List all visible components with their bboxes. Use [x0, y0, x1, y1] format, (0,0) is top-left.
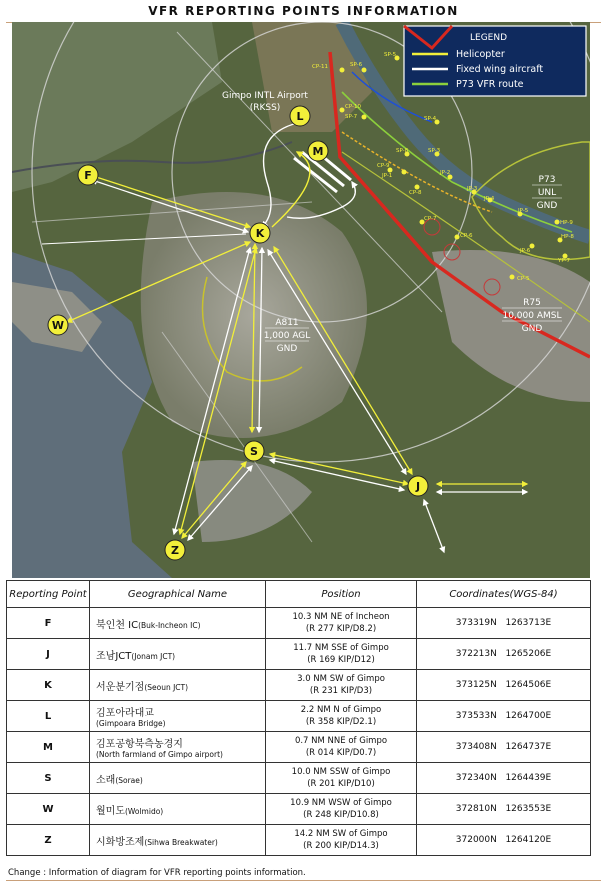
cell-coordinates — [417, 639, 591, 670]
reporting-point-s[interactable] — [244, 441, 264, 461]
r75-lower: GND — [521, 324, 543, 334]
cell-position — [266, 639, 417, 670]
position-line-1: 0.7 NM NNE of Gimpo — [294, 736, 388, 746]
waypoint-cp10 — [340, 108, 345, 113]
latitude: 372810N — [455, 804, 497, 814]
table-row — [7, 639, 591, 670]
cell-position — [266, 794, 417, 825]
cell-coordinates — [417, 670, 591, 701]
header-geographical-name: Geographical Name — [90, 581, 266, 608]
waypoint-cp6 — [455, 235, 460, 240]
cell-point: W — [7, 794, 90, 825]
waypoint-cp11 — [340, 68, 345, 73]
route-label-jp4: JP-4 — [484, 196, 495, 202]
latitude: 372213N — [455, 649, 497, 659]
cell-coordinates — [417, 825, 591, 856]
route-label-cp10: CP-10 — [345, 104, 362, 110]
latitude: 373533N — [455, 711, 497, 721]
a811-name: A811 — [275, 318, 299, 328]
longitude: 1264439E — [505, 773, 552, 783]
geo-name: 조남JCT — [96, 650, 132, 662]
geo-name: 월미도 — [96, 805, 125, 817]
geo-name: 시화방조제 — [96, 836, 145, 848]
cell-coordinates — [417, 701, 591, 732]
position-line-2: (R 358 KIP/D2.1) — [305, 717, 377, 727]
cell-point: M — [7, 732, 90, 763]
geo-name-en: (Seoun JCT) — [144, 682, 189, 692]
position-line-2: (R 200 KIP/D14.3) — [303, 841, 379, 851]
header-position: Position — [266, 581, 417, 608]
position-line-1: 10.9 NM WSW of Gimpo — [290, 798, 392, 808]
a811-upper: 1,000 AGL — [263, 331, 311, 341]
legend-title: LEGEND — [470, 33, 508, 43]
vfr-map — [12, 22, 590, 578]
geo-name: 김포공항북측농경지 — [96, 739, 183, 750]
title-bar — [6, 2, 601, 23]
cell-coordinates — [417, 794, 591, 825]
waypoint-sp6 — [362, 68, 367, 73]
longitude: 1264700E — [505, 711, 552, 721]
waypoint-cp5 — [510, 275, 515, 280]
position-line-1: 3.0 NM SW of Gimpo — [297, 674, 385, 684]
geo-name-en: (North farmland of Gimpo airport) — [96, 750, 223, 759]
legend-label-p73: P73 VFR route — [456, 79, 524, 90]
cell-geo — [90, 732, 266, 763]
position-line-1: 10.0 NM SSW of Gimpo — [291, 767, 391, 777]
position-line-1: 14.2 NM SW of Gimpo — [294, 829, 388, 839]
route-label-yp7: YP-7 — [558, 258, 571, 264]
cell-position — [266, 763, 417, 794]
waypoint-cp8 — [415, 185, 420, 190]
cell-geo — [90, 608, 266, 639]
geo-name: 서운분기점 — [96, 681, 145, 693]
p73-name: P73 — [538, 175, 556, 185]
geo-name-en: (Gimpoara Bridge) — [96, 719, 166, 728]
point-m-label: M — [312, 145, 324, 158]
position-line-1: 2.2 NM N of Gimpo — [300, 705, 382, 715]
route-label-sp8: SP-8 — [396, 148, 409, 154]
position-line-2: (R 169 KIP/D12) — [307, 655, 375, 665]
route-label-jp2: JP-2 — [440, 170, 451, 176]
route-label-cp9: CP-9 — [377, 163, 390, 169]
map-svg — [12, 22, 590, 578]
route-label-jp5: JP-5 — [518, 208, 529, 214]
table-row — [7, 670, 591, 701]
cell-geo — [90, 825, 266, 856]
reporting-point-z[interactable] — [165, 540, 185, 560]
cell-point: L — [7, 701, 90, 732]
cell-geo — [90, 670, 266, 701]
position-line-2: (R 201 KIP/D10) — [307, 779, 375, 789]
position-line-1: 11.7 NM SSE of Gimpo — [293, 643, 389, 653]
longitude: 1264737E — [505, 742, 552, 752]
point-z-label: Z — [171, 544, 179, 557]
table-row — [7, 763, 591, 794]
route-label-sp3: SP-3 — [428, 148, 441, 154]
route-label-cp6: CP-6 — [460, 233, 473, 239]
latitude: 373319N — [455, 618, 497, 628]
reporting-points-table — [6, 580, 591, 856]
route-label-sp6: SP-6 — [350, 62, 363, 68]
latitude: 373408N — [455, 742, 497, 752]
reporting-point-k[interactable] — [250, 223, 270, 243]
route-label-jp6: JP-6 — [520, 248, 531, 254]
point-k-label: K — [255, 227, 265, 240]
geo-name: 김포아라대교 — [96, 708, 154, 719]
position-line-1: 10.3 NM NE of Incheon — [292, 612, 390, 622]
table-row — [7, 732, 591, 763]
longitude: 1265206E — [505, 649, 552, 659]
cell-position — [266, 732, 417, 763]
geo-name: 북인천 IC — [96, 619, 139, 631]
route-label-jp3: JP-3 — [467, 186, 478, 192]
a811-lower: GND — [276, 344, 298, 354]
cell-geo — [90, 701, 266, 732]
legend-label-fixed-wing: Fixed wing aircraft — [456, 64, 544, 75]
airport-name: Gimpo INTL Airport — [222, 91, 308, 101]
longitude: 1263713E — [505, 618, 552, 628]
cell-point: F — [7, 608, 90, 639]
cell-coordinates — [417, 608, 591, 639]
cell-point: Z — [7, 825, 90, 856]
reporting-point-j[interactable] — [408, 476, 428, 496]
geo-name-en: (Sorae) — [115, 775, 143, 785]
position-line-2: (R 277 KIP/D8.2) — [305, 624, 377, 634]
reporting-point-w[interactable] — [48, 315, 68, 335]
latitude: 372000N — [455, 835, 497, 845]
route-label-hp9: HP-9 — [560, 220, 573, 226]
geo-name: 소래 — [96, 774, 116, 786]
cell-coordinates — [417, 763, 591, 794]
cell-position — [266, 701, 417, 732]
airport-code: (RKSS) — [249, 103, 281, 113]
route-label-cp7: CP-7 — [424, 216, 437, 222]
cell-point: J — [7, 639, 90, 670]
point-w-label: W — [51, 319, 65, 332]
cell-point: K — [7, 670, 90, 701]
r75-name: R75 — [523, 298, 541, 308]
cell-coordinates — [417, 732, 591, 763]
p73-lower: GND — [536, 201, 558, 211]
route-label-cp5: CP-5 — [517, 276, 530, 282]
table-row — [7, 794, 591, 825]
route-label-sp7: SP-7 — [345, 114, 358, 120]
map-legend — [404, 26, 586, 96]
position-line-2: (R 014 KIP/D0.7) — [305, 748, 377, 758]
reporting-point-f[interactable] — [78, 165, 98, 185]
waypoint-jp1 — [402, 170, 407, 175]
header-coordinates: Coordinates(WGS-84) — [417, 581, 591, 608]
point-j-label: J — [415, 480, 421, 493]
change-note: Change : Information of diagram for VFR reporting points information. — [8, 868, 306, 878]
point-s-label: S — [250, 445, 258, 458]
geo-name-en: (Jonam JCT) — [131, 651, 176, 661]
latitude: 372340N — [455, 773, 497, 783]
cell-position — [266, 670, 417, 701]
position-line-2: (R 231 KIP/D3) — [309, 686, 373, 696]
longitude: 1263553E — [505, 804, 552, 814]
table-row — [7, 701, 591, 732]
point-l-label: L — [296, 110, 304, 123]
reporting-point-l[interactable] — [290, 106, 310, 126]
cell-geo — [90, 639, 266, 670]
geo-name-en: (Buk-Incheon IC) — [138, 620, 201, 630]
route-label-sp5: SP-5 — [384, 52, 397, 58]
position-line-2: (R 248 KIP/D10.8) — [303, 810, 379, 820]
table-row — [7, 608, 591, 639]
geo-name-en: (Wolmido) — [124, 806, 164, 816]
cell-point: S — [7, 763, 90, 794]
longitude: 1264120E — [505, 835, 552, 845]
cell-geo — [90, 794, 266, 825]
route-label-cp11: CP-11 — [312, 64, 329, 70]
waypoint-hp9 — [555, 220, 560, 225]
route-label-hp8: HP-8 — [561, 234, 574, 240]
point-f-label: F — [84, 169, 92, 182]
cell-geo — [90, 763, 266, 794]
waypoint-sp7 — [362, 115, 367, 120]
latitude: 373125N — [455, 680, 497, 690]
cell-position — [266, 608, 417, 639]
r75-upper: 10,000 AMSL — [502, 311, 562, 321]
page-title: VFR REPORTING POINTS INFORMATION — [148, 4, 459, 18]
header-reporting-point: Reporting Point — [7, 581, 90, 608]
legend-label-helicopter: Helicopter — [456, 49, 505, 60]
reporting-point-m[interactable] — [308, 141, 328, 161]
geo-name-en: (Sihwa Breakwater) — [144, 837, 218, 847]
table-row — [7, 825, 591, 856]
longitude: 1264506E — [505, 680, 552, 690]
p73-upper: UNL — [537, 188, 557, 198]
cell-position — [266, 825, 417, 856]
route-label-jp1: JP-1 — [382, 173, 393, 179]
table-header-row — [7, 581, 591, 608]
route-label-cp8: CP-8 — [409, 190, 422, 196]
route-label-sp4: SP-4 — [424, 116, 437, 122]
